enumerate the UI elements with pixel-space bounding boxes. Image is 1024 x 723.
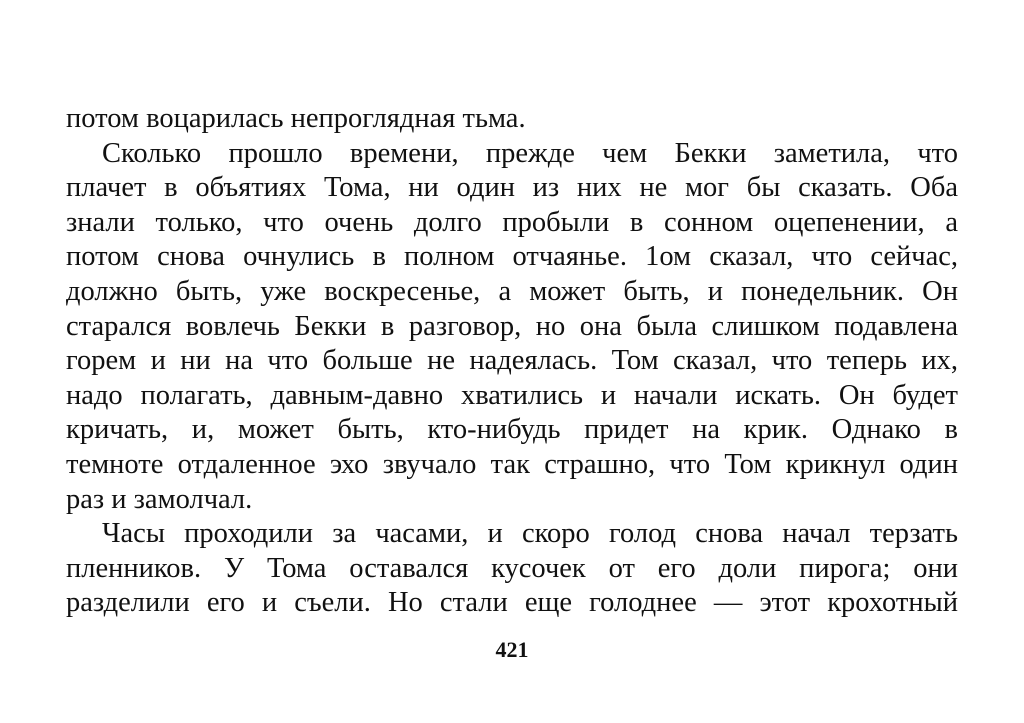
page-number: 421	[495, 637, 529, 662]
text-line: плачет в объятиях Тома, ни один из них не мог бы сказать. Оба	[66, 172, 958, 204]
text-line: пленников. У Тома оставался кусочек от его доли пирога; они	[66, 552, 958, 584]
text-line: потом снова очнулись в полном отчаянье. 1ом сказал, что сейчас,	[66, 241, 958, 273]
text-line: разделили его и съели. Но стали еще голоднее — этот крохотный	[66, 587, 958, 619]
text-line: горем и ни на что больше не надеялась. Том сказал, что теперь их,	[66, 345, 958, 377]
text-line: знали только, что очень долго пробыли в сонном оцепенении, а	[66, 206, 958, 238]
page-text	[66, 102, 958, 621]
text-line: кричать, и, может быть, кто-нибудь придет на крик. Однако в	[66, 414, 958, 446]
text-line: надо полагать, давным-давно хватились и начали искать. Он будет	[66, 379, 958, 411]
text-line: Часы проходили за часами, и скоро голод снова начал терзать	[102, 518, 958, 550]
text-line: должно быть, уже воскресенье, а может быть, и понедельник. Он	[66, 275, 958, 307]
text-line: старался вовлечь Бекки в разговор, но она была слишком подавлена	[66, 310, 958, 342]
text-line: потом воцарилась непроглядная тьма.	[66, 103, 526, 134]
text-line: раз и замолчал.	[66, 483, 253, 515]
text-line: темноте отдаленное эхо звучало так страшно, что Том крикнул один	[66, 448, 958, 480]
text-line: Сколько прошло времени, прежде чем Бекки заметила, что	[102, 137, 958, 169]
